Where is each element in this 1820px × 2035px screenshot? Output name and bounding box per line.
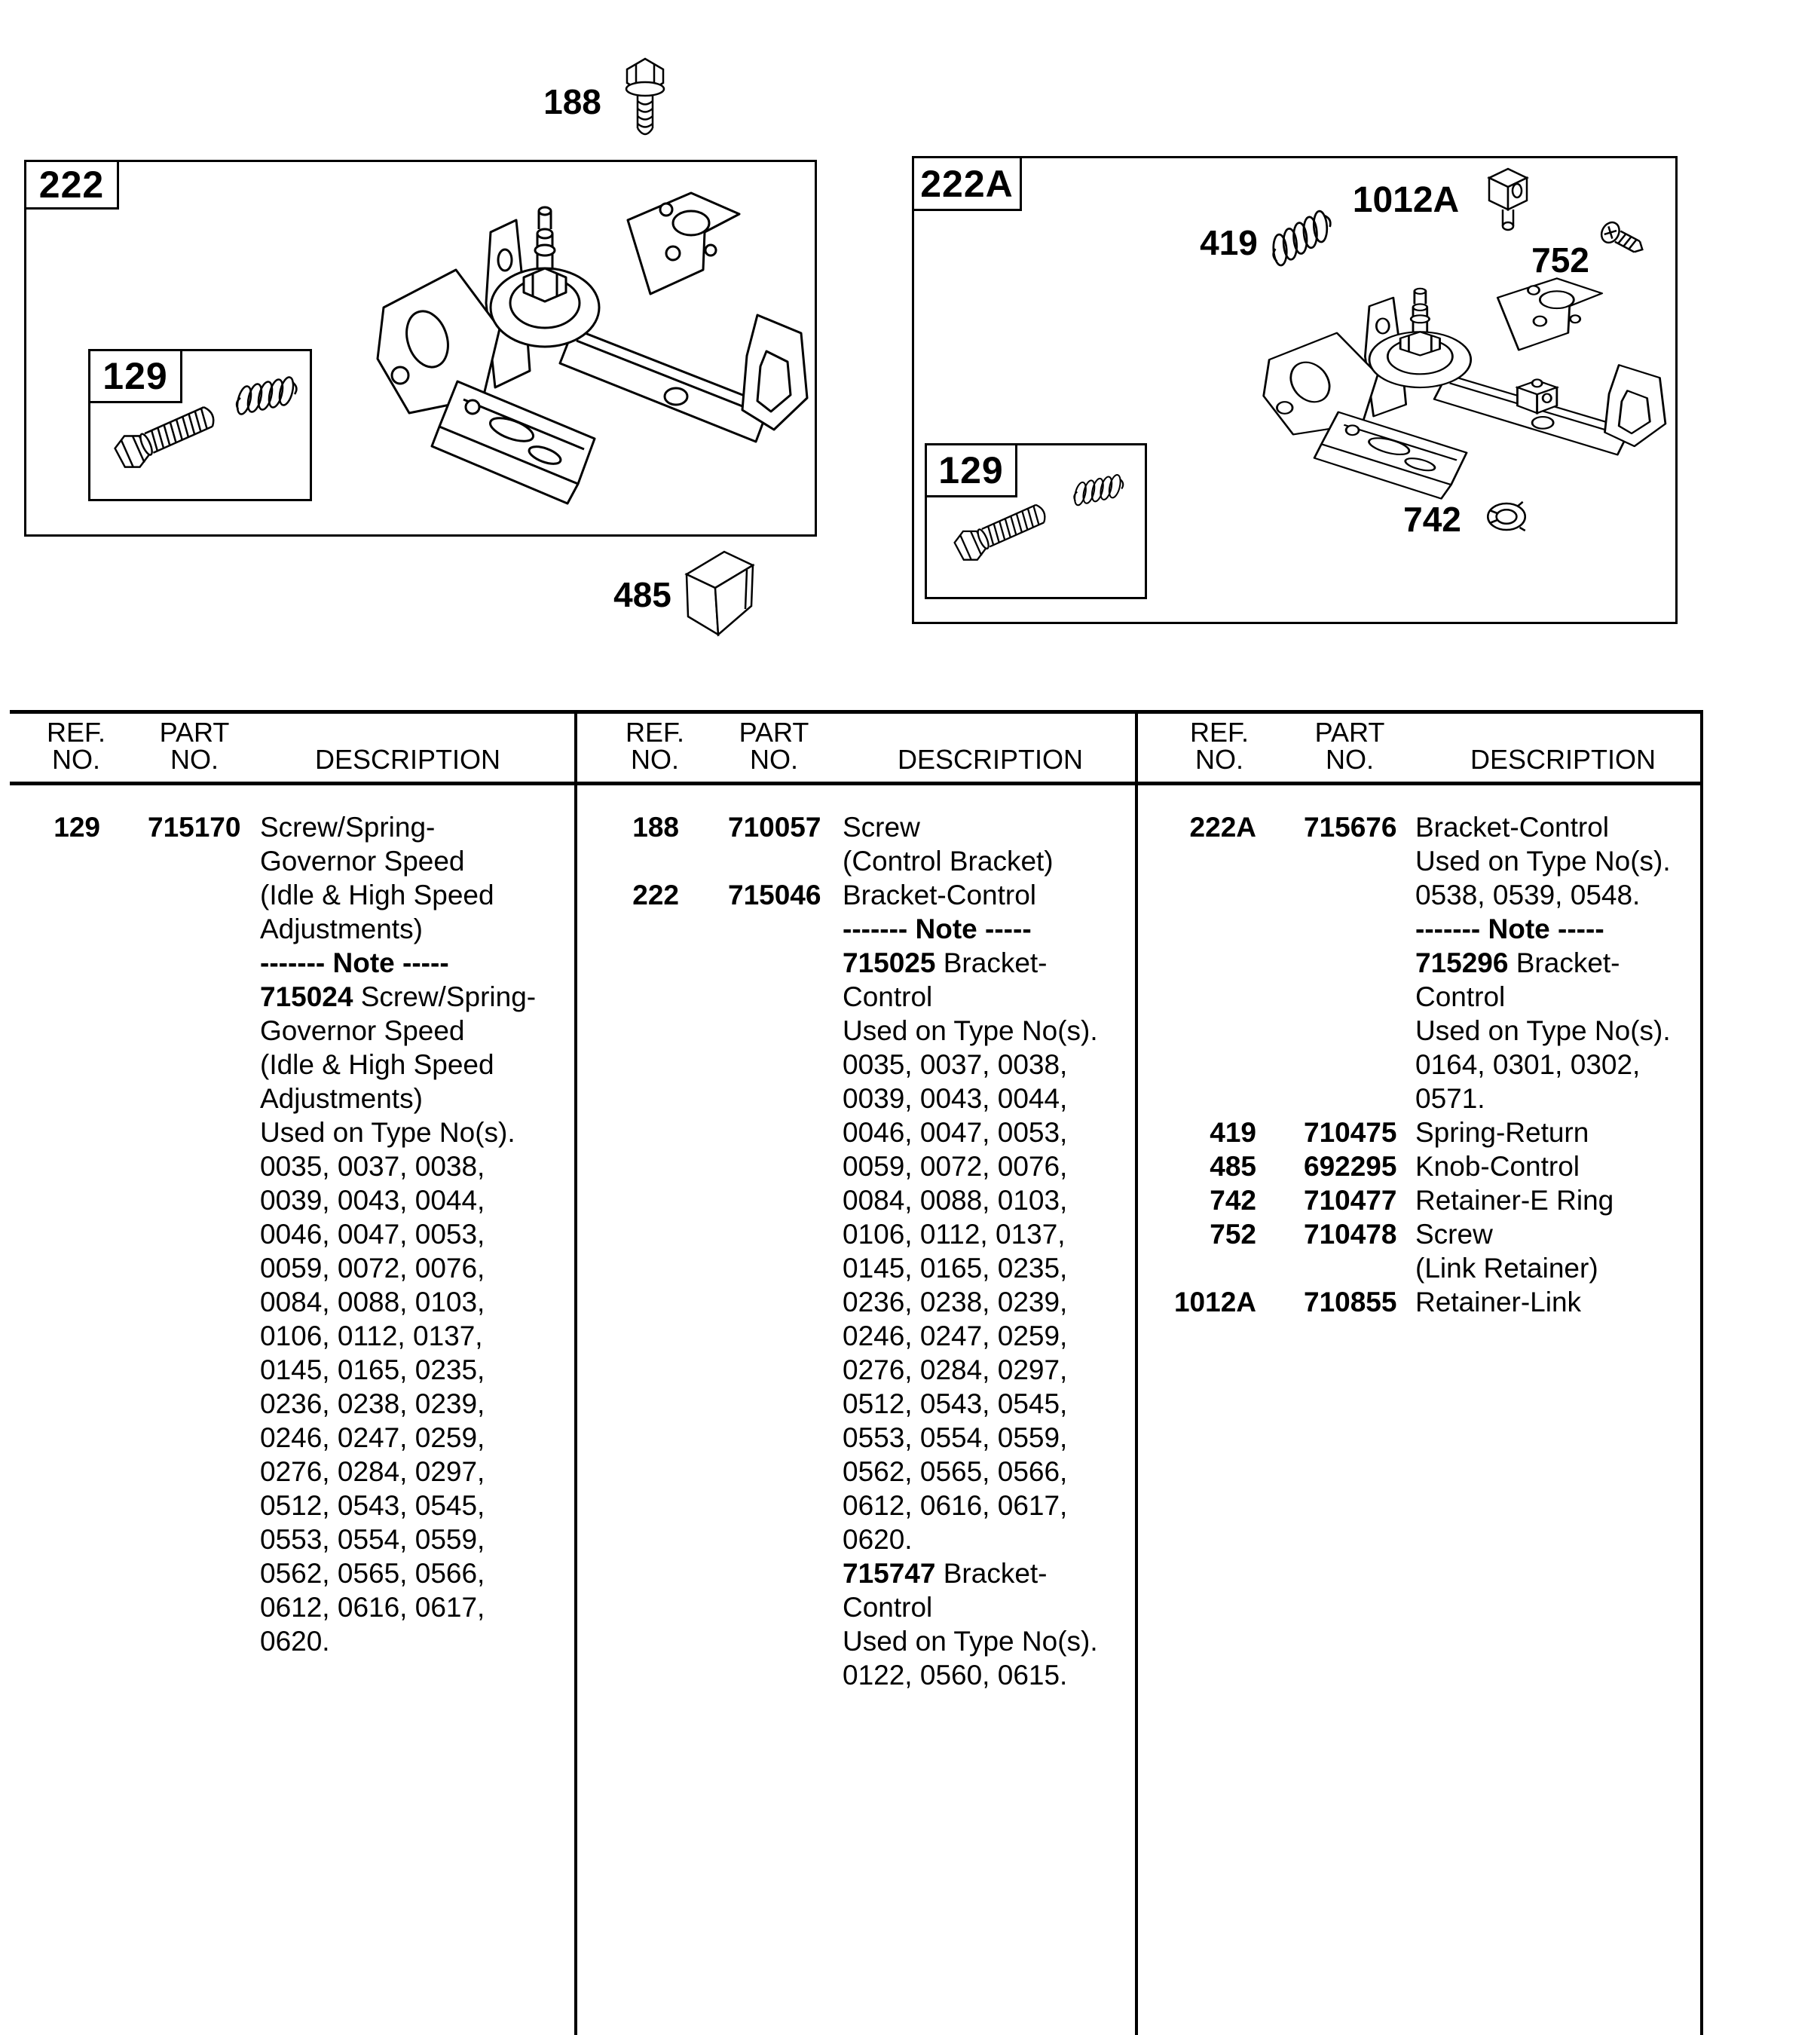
description-text: Knob-Control (1415, 1151, 1580, 1182)
description-text: Bracket-Control (843, 880, 1037, 910)
description-line (260, 1624, 569, 1658)
governor-screw-icon (109, 392, 230, 479)
parts-column (577, 710, 1135, 2035)
description-text: Governor Speed (260, 1015, 465, 1046)
description-text: 0059, 0072, 0076, (260, 1253, 485, 1284)
description-text: Used on Type No(s). (260, 1117, 515, 1148)
ref-header-line1: REF. (46, 717, 106, 748)
description-text: Control (843, 1592, 933, 1623)
description-line (843, 1556, 1130, 1590)
description-text: 0059, 0072, 0076, (843, 1151, 1068, 1182)
description-header: DESCRIPTION (315, 744, 501, 775)
inset-129-label: 129 (102, 355, 168, 397)
description-text: 0236, 0238, 0239, (843, 1287, 1068, 1317)
part-no-cell: 692295 (1304, 1151, 1397, 1182)
description-text: 0620. (260, 1626, 330, 1657)
part-no-cell: 710855 (1304, 1287, 1397, 1317)
description-text: Retainer-Link (1415, 1287, 1582, 1317)
callout-742: 742 (1403, 500, 1461, 539)
description-text: 0571. (1415, 1083, 1485, 1114)
description-line (260, 1319, 569, 1353)
description-line (1415, 810, 1696, 844)
description-text: Screw/Spring- (260, 812, 436, 843)
part-entry (577, 878, 1130, 1692)
description-line (843, 1048, 1130, 1082)
part-no-cell: 710478 (1304, 1219, 1397, 1250)
description-line (260, 1455, 569, 1489)
ref-no-cell: 222 (632, 880, 679, 910)
description-text: Screw/Spring- (360, 981, 537, 1012)
description-line (1415, 1149, 1696, 1183)
description-text: 0106, 0112, 0137, (260, 1320, 483, 1351)
description-text: 0236, 0238, 0239, (260, 1388, 485, 1419)
description-line (260, 1149, 569, 1183)
description-line (843, 1522, 1130, 1556)
description-text: 0035, 0037, 0038, (843, 1049, 1068, 1080)
part-no-cell: 710477 (1304, 1185, 1397, 1216)
part-header-line1: PART (1314, 717, 1385, 748)
description-line (260, 1590, 569, 1624)
ref-no-cell: 222A (1189, 812, 1256, 843)
callout-752: 752 (1531, 240, 1589, 280)
description-line (1415, 1115, 1696, 1149)
description-text: 0039, 0043, 0044, (260, 1185, 485, 1216)
description-text: Used on Type No(s). (1415, 846, 1671, 877)
description-text: 0039, 0043, 0044, (843, 1083, 1068, 1114)
callout-485: 485 (613, 575, 671, 614)
note-part-number: ------- Note ----- (1415, 913, 1604, 944)
description-line (843, 810, 1130, 844)
inset-box-129A (925, 443, 1147, 599)
description-header: DESCRIPTION (898, 744, 1084, 775)
part-entry (10, 810, 569, 1658)
description-text: Control (843, 981, 933, 1012)
description-line (843, 1421, 1130, 1455)
description-line (260, 810, 569, 844)
note-part-number: 715296 (1415, 947, 1509, 978)
description-line (1415, 980, 1696, 1014)
description-text: Bracket- (943, 1558, 1048, 1589)
description-line (260, 912, 569, 946)
note-part-number: 715747 (843, 1558, 936, 1589)
note-part-number: ------- Note ----- (260, 947, 449, 978)
ref-header-line1: REF. (1189, 717, 1249, 748)
description-line (1415, 1082, 1696, 1115)
rows-host (1138, 810, 1696, 1319)
description-line (843, 1319, 1130, 1353)
ref-header-line2: NO. (1194, 744, 1243, 775)
description-text: 0106, 0112, 0137, (843, 1219, 1066, 1250)
description-text: Screw (843, 812, 920, 843)
return-spring-icon (1262, 207, 1344, 274)
description-text: 0145, 0165, 0235, (260, 1354, 485, 1385)
description-text: 0276, 0284, 0297, (843, 1354, 1068, 1385)
part-entry (1138, 1217, 1696, 1285)
part-no-cell: 710475 (1304, 1117, 1397, 1148)
parts-column (10, 710, 574, 2035)
description-line (1415, 1217, 1696, 1251)
description-text: 0246, 0247, 0259, (843, 1320, 1068, 1351)
description-text: (Idle & High Speed (260, 880, 494, 910)
description-line (260, 1251, 569, 1285)
description-cell (843, 810, 1130, 878)
description-line (260, 1421, 569, 1455)
table-right-rule (1700, 710, 1703, 2035)
description-line (843, 878, 1130, 912)
inset-129A-label-frame (925, 443, 1017, 497)
callout-1012A: 1012A (1352, 180, 1460, 220)
ref-no-cell: 188 (632, 812, 679, 843)
parts-column (1138, 710, 1700, 2035)
box-222A-label: 222A (920, 162, 1014, 205)
description-line (260, 1353, 569, 1387)
governor-spring-icon (234, 378, 300, 419)
description-line (843, 1149, 1130, 1183)
governor-screw-icon (949, 491, 1060, 571)
description-header: DESCRIPTION (1470, 744, 1656, 775)
description-line (260, 1115, 569, 1149)
part-header-line2: NO. (749, 744, 798, 775)
description-text: (Link Retainer) (1415, 1253, 1598, 1284)
description-line (843, 1082, 1130, 1115)
control-bracket-icon (350, 181, 818, 505)
note-part-number: 715025 (843, 947, 936, 978)
box-222-label: 222 (38, 164, 105, 206)
description-line (260, 980, 569, 1014)
inset-box-129 (88, 349, 312, 501)
description-line (843, 1489, 1130, 1522)
part-header-line1: PART (739, 717, 809, 748)
description-line (843, 1590, 1130, 1624)
description-line (260, 1014, 569, 1048)
ref-no-cell: 129 (54, 812, 100, 843)
description-text: 0553, 0554, 0559, (843, 1422, 1068, 1453)
note-part-number: 715024 (260, 981, 353, 1012)
description-cell (843, 878, 1130, 1692)
description-line (260, 1489, 569, 1522)
knob-control-icon (681, 544, 759, 638)
part-entry (1138, 1285, 1696, 1319)
description-line (1415, 1014, 1696, 1048)
description-text: 0122, 0560, 0615. (843, 1660, 1068, 1691)
description-text: Adjustments) (260, 1083, 423, 1114)
description-line (843, 1014, 1130, 1048)
description-text: 0538, 0539, 0548. (1415, 880, 1641, 910)
description-line (843, 980, 1130, 1014)
description-text: (Idle & High Speed (260, 1049, 494, 1080)
description-line (843, 1455, 1130, 1489)
part-entry (1138, 1115, 1696, 1149)
description-line (260, 1556, 569, 1590)
ref-no-cell: 742 (1210, 1185, 1256, 1216)
description-text: 0553, 0554, 0559, (260, 1524, 485, 1555)
description-line (260, 844, 569, 878)
description-text: 0612, 0616, 0617, (843, 1490, 1068, 1521)
description-text: 0145, 0165, 0235, (843, 1253, 1068, 1284)
description-line (843, 912, 1130, 946)
description-text: 0035, 0037, 0038, (260, 1151, 485, 1182)
part-entry (1138, 810, 1696, 1115)
ref-no-cell: 752 (1210, 1219, 1256, 1250)
governor-spring-icon (1072, 473, 1126, 512)
description-line (260, 878, 569, 912)
description-text: 0046, 0047, 0053, (260, 1219, 485, 1250)
part-entry (1138, 1149, 1696, 1183)
inset-129A-label: 129 (938, 449, 1004, 491)
description-text: 0164, 0301, 0302, (1415, 1049, 1641, 1080)
description-text: 0512, 0543, 0545, (260, 1490, 485, 1521)
ref-no-cell: 419 (1210, 1117, 1256, 1148)
box-222-label-frame (24, 160, 119, 210)
ref-no-cell: 1012A (1173, 1287, 1256, 1317)
part-no-cell: 715046 (728, 880, 821, 910)
ref-no-cell: 485 (1210, 1151, 1256, 1182)
description-line (1415, 1048, 1696, 1082)
description-line (1415, 1285, 1696, 1319)
description-text: Bracket- (943, 947, 1048, 978)
description-line (843, 1251, 1130, 1285)
description-line (260, 1285, 569, 1319)
description-cell (260, 810, 569, 1658)
description-text: 0046, 0047, 0053, (843, 1117, 1068, 1148)
part-entry (577, 810, 1130, 878)
screw-188-icon (621, 53, 669, 142)
description-line (843, 1217, 1130, 1251)
part-header-line2: NO. (170, 744, 219, 775)
description-text: Screw (1415, 1219, 1493, 1250)
part-header-line1: PART (159, 717, 230, 748)
description-text: 0512, 0543, 0545, (843, 1388, 1068, 1419)
description-line (843, 1115, 1130, 1149)
description-cell (1415, 1149, 1696, 1183)
description-text: 0246, 0247, 0259, (260, 1422, 485, 1453)
description-text: Adjustments) (260, 913, 423, 944)
description-text: 0562, 0565, 0566, (843, 1456, 1068, 1487)
description-line (843, 844, 1130, 878)
description-line (843, 1387, 1130, 1421)
description-line (260, 1387, 569, 1421)
callout-188: 188 (543, 82, 601, 121)
ref-header-line2: NO. (630, 744, 679, 775)
description-text: Used on Type No(s). (1415, 1015, 1671, 1046)
description-line (260, 1082, 569, 1115)
box-222A-label-frame (912, 156, 1022, 211)
description-text: Spring-Return (1415, 1117, 1589, 1148)
description-line (260, 1183, 569, 1217)
description-cell (1415, 810, 1696, 1115)
part-no-cell: 715170 (148, 812, 241, 843)
description-text: Bracket-Control (1415, 812, 1610, 843)
ref-header-line1: REF. (625, 717, 684, 748)
description-text: 0084, 0088, 0103, (260, 1287, 485, 1317)
retainer-link-icon (1478, 163, 1538, 238)
diagram-box-222 (24, 160, 817, 537)
description-text: Used on Type No(s). (843, 1626, 1098, 1657)
part-no-cell: 710057 (728, 812, 821, 843)
description-text: Bracket- (1516, 947, 1620, 978)
description-line (260, 1217, 569, 1251)
description-text: Retainer-E Ring (1415, 1185, 1614, 1216)
rows-host (10, 810, 569, 1658)
description-line (1415, 912, 1696, 946)
part-entry (1138, 1183, 1696, 1217)
description-line (1415, 1183, 1696, 1217)
description-line (843, 1624, 1130, 1658)
description-line (843, 1183, 1130, 1217)
description-text: Control (1415, 981, 1506, 1012)
description-line (843, 1658, 1130, 1692)
description-line (1415, 878, 1696, 912)
link-retainer-screw-icon (1593, 215, 1653, 269)
description-text: (Control Bracket) (843, 846, 1054, 877)
description-text: 0612, 0616, 0617, (260, 1592, 485, 1623)
description-text: Governor Speed (260, 846, 465, 877)
description-cell (1415, 1183, 1696, 1217)
description-line (260, 1048, 569, 1082)
description-line (843, 1353, 1130, 1387)
description-text: 0084, 0088, 0103, (843, 1185, 1068, 1216)
inset-129-label-frame (88, 349, 182, 403)
description-text: Used on Type No(s). (843, 1015, 1098, 1046)
note-part-number: ------- Note ----- (843, 913, 1032, 944)
description-line (1415, 844, 1696, 878)
description-line (1415, 946, 1696, 980)
description-line (1415, 1251, 1696, 1285)
part-header-line2: NO. (1325, 744, 1374, 775)
rows-host (577, 810, 1130, 1692)
ref-header-line2: NO. (51, 744, 100, 775)
description-cell (1415, 1217, 1696, 1285)
description-line (260, 1522, 569, 1556)
diagram-box-222A (912, 156, 1678, 624)
description-text: 0562, 0565, 0566, (260, 1558, 485, 1589)
description-text: 0276, 0284, 0297, (260, 1456, 485, 1487)
description-text: 0620. (843, 1524, 913, 1555)
control-bracket-icon (1238, 270, 1675, 500)
e-ring-icon (1481, 496, 1532, 537)
part-no-cell: 715676 (1304, 812, 1397, 843)
description-cell (1415, 1115, 1696, 1149)
description-line (843, 1285, 1130, 1319)
description-cell (1415, 1285, 1696, 1319)
description-line (260, 946, 569, 980)
callout-419: 419 (1200, 223, 1258, 262)
description-line (843, 946, 1130, 980)
